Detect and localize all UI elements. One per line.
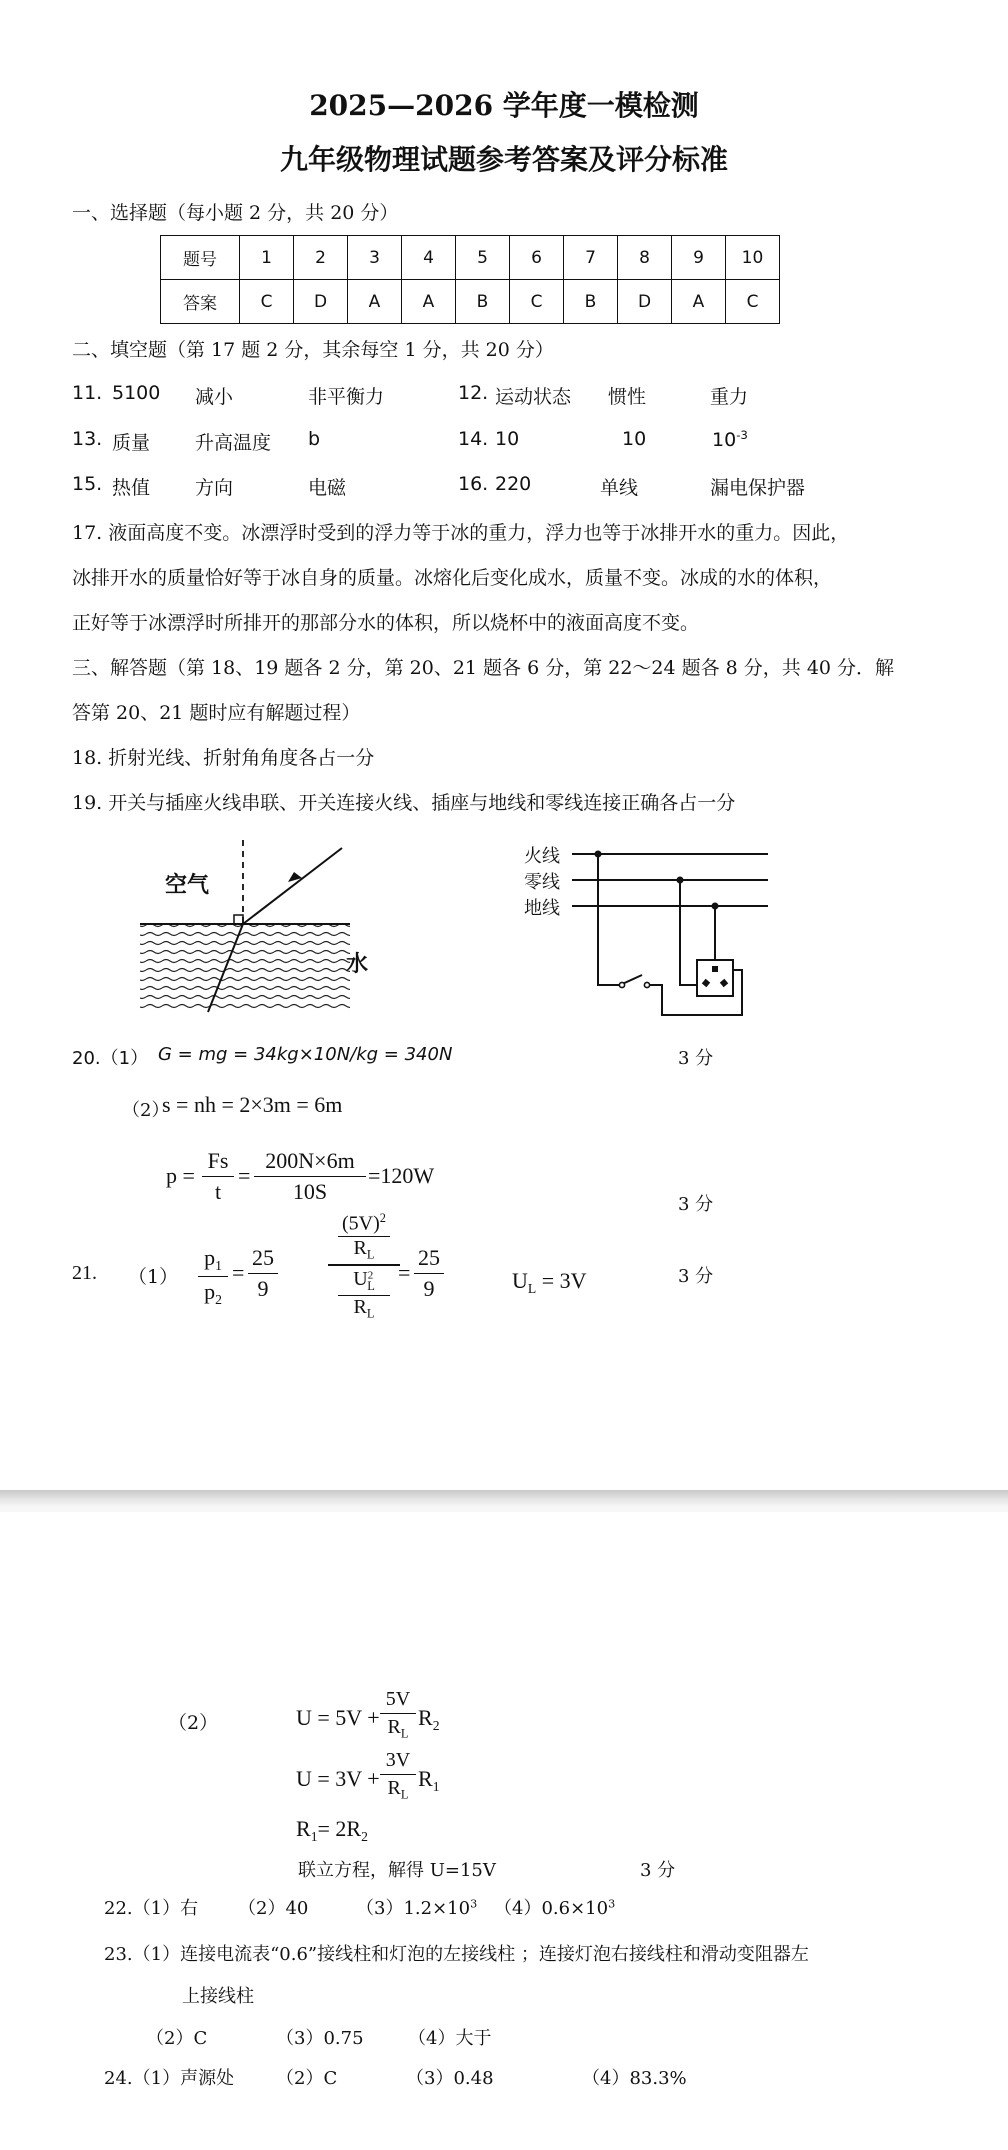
table-cell: C <box>240 280 294 324</box>
fraction-denominator: 10S <box>292 1179 328 1204</box>
q23-part2: （2）C <box>146 2028 208 2049</box>
fraction-denominator: $p_2$ <box>204 1278 222 1307</box>
table-cell: A <box>348 280 402 324</box>
q13-answer-2: 升高温度 <box>195 432 272 454</box>
q22-part1: 22.（1）右 <box>104 1898 199 1919</box>
water-region <box>140 924 350 1012</box>
table-header-cell: 答案 <box>161 280 240 324</box>
fraction-bar <box>380 1713 416 1714</box>
fraction-bar <box>248 1273 278 1274</box>
table-cell: 5 <box>456 236 510 280</box>
q23-part4: （4）大于 <box>408 2028 492 2049</box>
q16-answer-3: 漏电保护器 <box>710 477 806 499</box>
q21-eq2-lhs: U = 3V + <box>296 1766 380 1791</box>
table-cell: 1 <box>240 236 294 280</box>
table-cell: 3 <box>348 236 402 280</box>
q21-ratio-value-2 <box>414 1245 444 1302</box>
q23-line-1: 23.（1）连接电流表“0.6”接线柱和灯泡的左接线柱 ；连接灯泡右接线柱和滑动变阻器左 <box>104 1944 809 1965</box>
table-cell: 8 <box>618 236 672 280</box>
q20-part2-label: （2） <box>122 1100 170 1121</box>
table-cell: A <box>672 280 726 324</box>
refraction-diagram <box>130 830 410 1025</box>
q20-fraction-values <box>254 1148 366 1205</box>
q11-number: 11. <box>72 382 103 404</box>
q22-part3-exponent: 3 <box>470 1897 478 1911</box>
fraction-bar <box>198 1276 228 1277</box>
document-subtitle: 九年级物理试题参考答案及评分标准 <box>279 143 728 176</box>
fraction-bar <box>328 1264 400 1266</box>
q21-ratio-value <box>248 1245 278 1302</box>
switch-lead-wire <box>598 854 620 985</box>
q16-answer-1: 220 <box>495 473 532 495</box>
q22-part3-text: （3）1.2×10 <box>356 1898 471 1919</box>
q22-part4-exponent: 3 <box>608 1897 616 1911</box>
q21-eq2-r1: $R_1$ <box>418 1766 440 1794</box>
q24-part4: （4）83.3% <box>582 2068 687 2089</box>
q24-part1: 24.（1）声源处 <box>104 2068 235 2089</box>
answer-table <box>160 235 780 324</box>
q22-part4 <box>494 1894 615 1920</box>
q14-number: 14. <box>458 428 489 450</box>
table-header-cell: 题号 <box>161 236 240 280</box>
fraction-bar <box>414 1273 444 1274</box>
table-cell: D <box>618 280 672 324</box>
fraction-bar <box>254 1176 366 1177</box>
q20-part2-score: 3 分 <box>678 1194 714 1215</box>
q24-part2: （2）C <box>276 2068 338 2089</box>
q20-power-result: =120W <box>368 1163 435 1188</box>
fraction-denominator: $U^2_L$ $R_L$ <box>328 1268 400 1321</box>
q12-answer-3: 重力 <box>710 386 749 408</box>
q11-answer-2: 减小 <box>195 386 234 408</box>
table-cell: C <box>510 280 564 324</box>
q21-eq3-rhs: = 2R <box>317 1816 362 1841</box>
section2-heading: 二、填空题（第 17 题 2 分，其余每空 1 分，共 20 分） <box>72 339 554 361</box>
fraction-numerator: 200N×6m <box>265 1148 355 1173</box>
air-label: 空气 <box>165 872 210 898</box>
table-cell: B <box>456 280 510 324</box>
water-label: 水 <box>346 951 369 977</box>
equals-sign: = <box>232 1260 245 1285</box>
q23-part3: （3）0.75 <box>276 2028 364 2049</box>
q21-eq3: $R_1= 2R_2$ <box>296 1816 368 1844</box>
q20-part1-label: 20.（1） <box>72 1048 149 1069</box>
q22-part4-text: （4）0.6×10 <box>494 1898 609 1919</box>
table-cell: A <box>402 280 456 324</box>
table-cell: 6 <box>510 236 564 280</box>
fraction-denominator: t <box>214 1179 222 1204</box>
table-cell: 10 <box>726 236 780 280</box>
q22-part2: （2）40 <box>238 1898 309 1919</box>
q13-answer-1: 质量 <box>112 432 151 454</box>
q16-number: 16. <box>458 473 489 495</box>
section3-heading-line-1: 三、解答题（第 18、19 题各 2 分，第 20、21 题各 6 分，第 22～24 题各 8 分，共 40 分．解 <box>72 657 895 679</box>
fraction-numerator: Fs <box>207 1148 229 1173</box>
switch-contact <box>619 982 624 987</box>
fraction-numerator: 25 <box>252 1245 274 1270</box>
q21-part1-score: 3 分 <box>678 1266 714 1287</box>
q14-answer-3 <box>712 428 748 451</box>
equals-sign: = <box>398 1260 411 1285</box>
circuit-diagram <box>570 840 780 1020</box>
table-cell: 2 <box>294 236 348 280</box>
ground-wire-label: 地线 <box>524 898 560 919</box>
neutral-wire-label: 零线 <box>524 872 560 893</box>
socket-ground-pin <box>712 966 718 972</box>
q20-part2-formula: s = nh = 2×3m = 6m <box>162 1092 343 1117</box>
table-cell: D <box>294 280 348 324</box>
socket-icon <box>697 960 733 996</box>
neutral-to-socket-wire <box>680 880 697 985</box>
q13-number: 13. <box>72 428 103 450</box>
q14-answer-1: 10 <box>495 428 520 450</box>
page-break-shadow <box>0 1506 1008 1512</box>
table-row-numbers <box>161 236 780 280</box>
q11-answer-3: 非平衡力 <box>308 386 385 408</box>
fraction-numerator: 5V <box>385 1688 411 1710</box>
q19-answer: 19. 开关与插座火线串联、开关连接火线、插座与地线和零线连接正确各占一分 <box>72 792 736 814</box>
q14-answer-3-base: 10 <box>712 429 737 452</box>
q13-answer-3: b <box>308 428 321 450</box>
q21-eq2-fraction <box>380 1749 416 1802</box>
document-title: 2025—2026 学年度一模检测 <box>309 89 699 122</box>
q21-part2-label: （2） <box>168 1712 219 1734</box>
ul-value: = 3V <box>541 1268 587 1293</box>
q23-line-2: 上接线柱 <box>182 1986 254 2007</box>
q12-answer-2: 惯性 <box>608 386 647 408</box>
section3-heading-line-2: 答第 20、21 题时应有解题过程） <box>72 702 361 724</box>
q15-answer-3: 电磁 <box>308 477 347 499</box>
ul-subscript: L <box>527 1280 537 1296</box>
live-wire-label: 火线 <box>524 846 560 867</box>
fraction-bar <box>202 1176 234 1177</box>
fraction-denominator: $R_L$ <box>387 1716 409 1741</box>
q21-eq1-lhs: U = 5V + <box>296 1705 380 1730</box>
fraction-numerator: 3V <box>385 1749 411 1771</box>
q15-answer-2: 方向 <box>195 477 234 499</box>
table-cell: 9 <box>672 236 726 280</box>
q15-answer-1: 热值 <box>112 477 151 499</box>
q21-part2-score: 3 分 <box>640 1860 676 1881</box>
q16-answer-2: 单线 <box>600 477 639 499</box>
ul-symbol: U <box>512 1268 528 1293</box>
table-cell: B <box>564 280 618 324</box>
q14-answer-3-exponent: -3 <box>736 428 748 442</box>
q20-part1-formula: G = mg = 34kg×10N/kg = 340N <box>158 1044 453 1065</box>
q12-number: 12. <box>458 382 489 404</box>
q21-ul-result <box>512 1268 587 1297</box>
q15-number: 15. <box>72 473 103 495</box>
fraction-denominator: 9 <box>423 1276 435 1301</box>
q20-part1-score: 3 分 <box>678 1048 714 1069</box>
table-row-answers <box>161 280 780 324</box>
q18-answer: 18. 折射光线、折射角角度各占一分 <box>72 747 375 769</box>
fraction-numerator: $p_1$ <box>204 1245 222 1273</box>
fraction-numerator: 25 <box>418 1245 440 1270</box>
incident-ray <box>243 848 342 924</box>
q21-eq1-r2: $R_2$ <box>418 1705 440 1733</box>
fraction-numerator: $(5V)^2$ $R_L$ <box>328 1212 400 1262</box>
q22-part3 <box>356 1894 477 1920</box>
q17-line-3: 正好等于冰漂浮时所排开的那部分水的体积，所以烧杯中的液面高度不变。 <box>72 612 700 634</box>
q20-fraction-fs-over-t <box>202 1148 234 1205</box>
table-cell: 4 <box>402 236 456 280</box>
q21-eq1-fraction <box>380 1688 416 1741</box>
table-cell: 7 <box>564 236 618 280</box>
q24-part3: （3）0.48 <box>406 2068 494 2089</box>
q21-part1-label: （1） <box>128 1266 179 1288</box>
q21-power-ratio <box>198 1245 228 1308</box>
table-cell: C <box>726 280 780 324</box>
q21-label: 21. <box>72 1262 97 1284</box>
right-angle-mark <box>234 915 243 924</box>
equals-sign: = <box>238 1163 251 1188</box>
q11-answer-1: 5100 <box>112 382 161 404</box>
q21-compound-fraction <box>328 1212 400 1321</box>
switch-contact <box>644 982 649 987</box>
q17-line-1: 17. 液面高度不变。冰漂浮时受到的浮力等于冰的重力，浮力也等于冰排开水的重力。因此， <box>72 522 850 544</box>
page-break-divider <box>0 1490 1008 1506</box>
q17-line-2: 冰排开水的质量恰好等于冰自身的质量。冰熔化后变化成水，质量不变。冰成的水的体积， <box>72 567 833 589</box>
fraction-bar <box>380 1774 416 1775</box>
fraction-denominator: $R_L$ <box>387 1777 409 1802</box>
section1-heading: 一、选择题（每小题 2 分，共 20 分） <box>72 202 399 224</box>
q12-answer-1: 运动状态 <box>495 386 572 408</box>
q21-joint-solution: 联立方程，解得 U=15V <box>298 1860 496 1881</box>
q20-power-lhs: p = <box>166 1163 195 1188</box>
fraction-denominator: 9 <box>257 1276 269 1301</box>
q14-answer-2: 10 <box>622 428 647 450</box>
